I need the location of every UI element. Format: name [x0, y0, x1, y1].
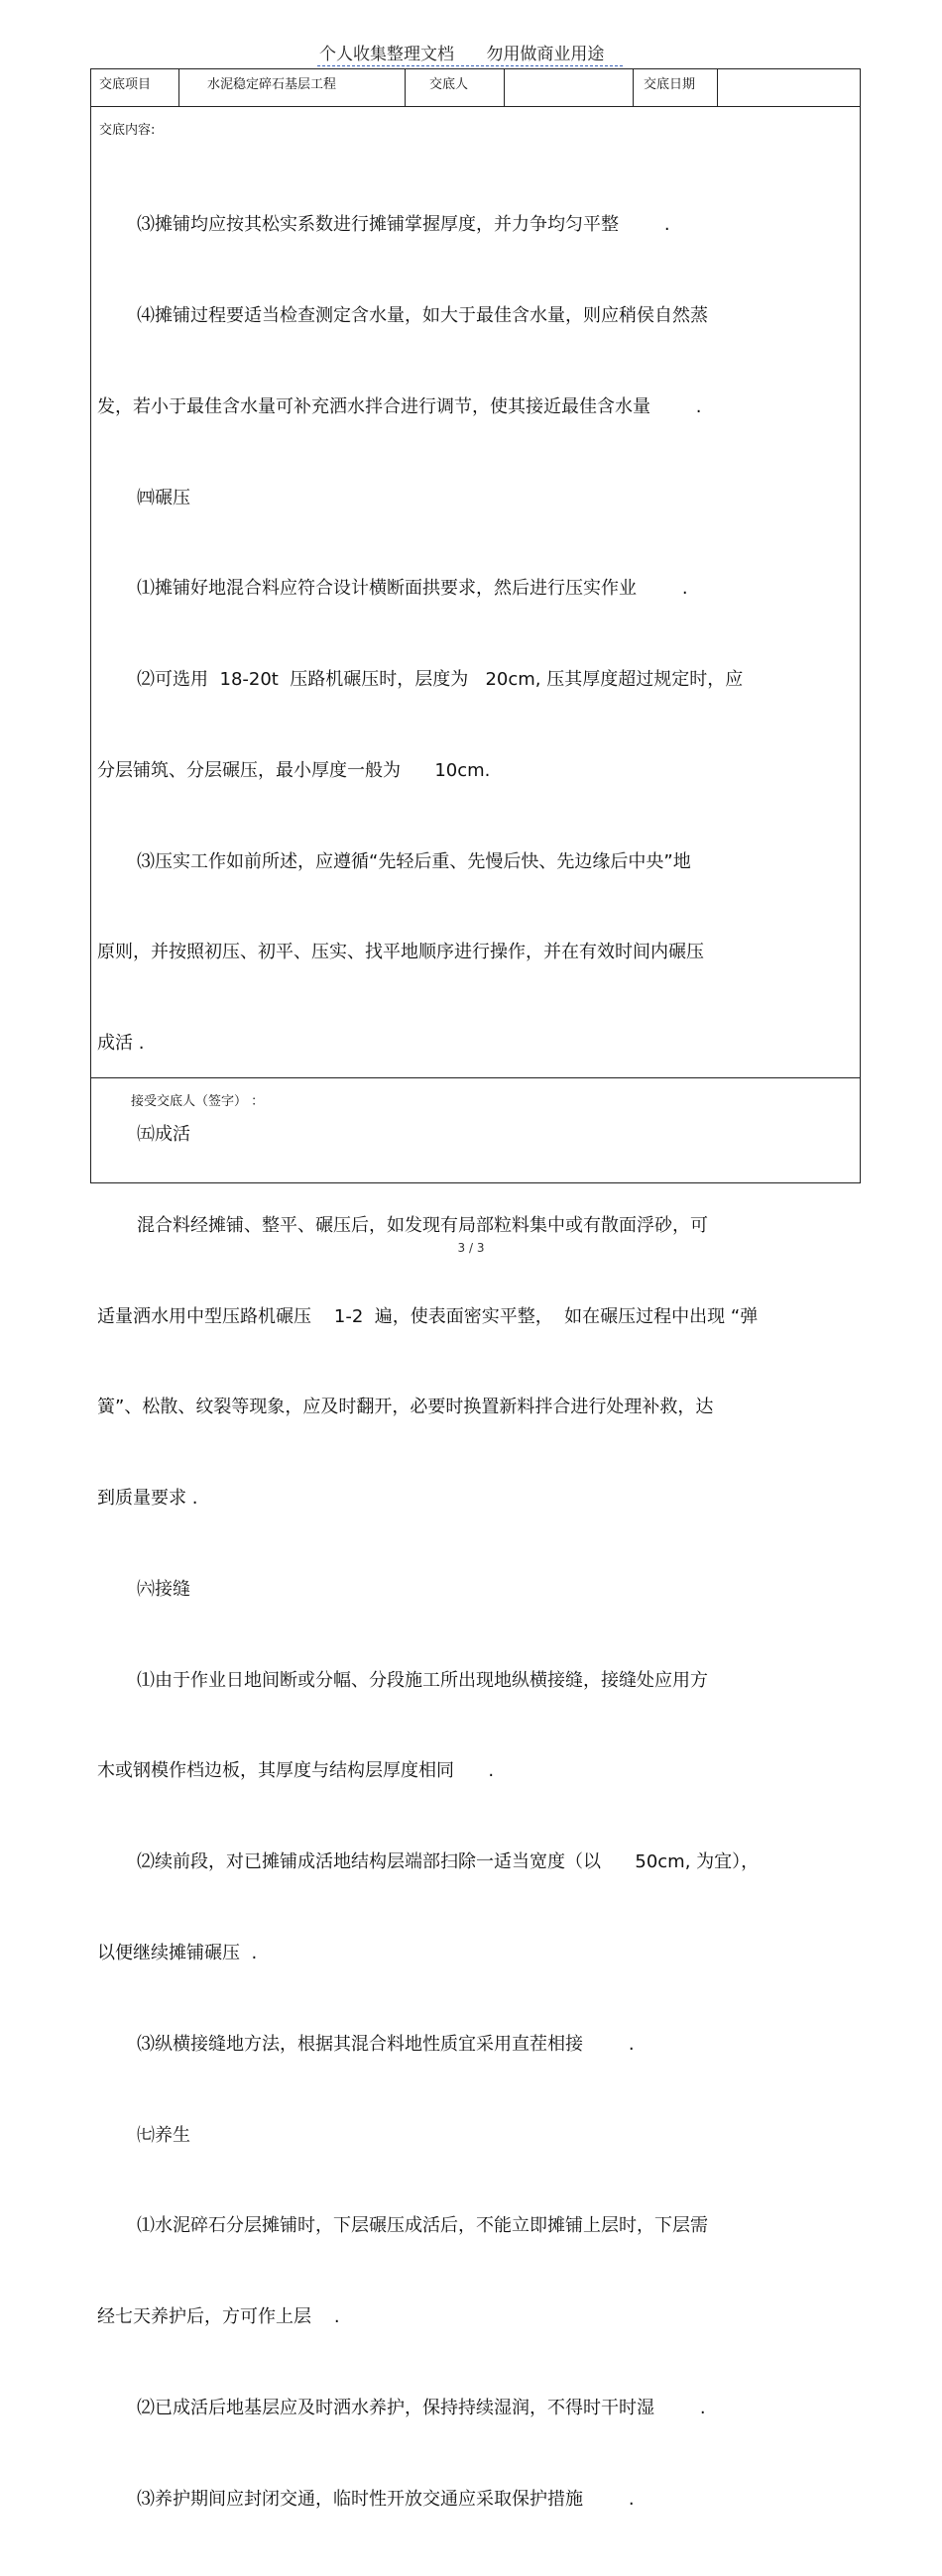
content-label: 交底内容: — [99, 123, 156, 138]
header-row — [91, 69, 860, 107]
body-line: 到质量要求 . — [97, 1488, 198, 1510]
signature-label: 接受交底人（签字） ： — [131, 1094, 265, 1109]
body-line: ㈥接缝 — [97, 1578, 191, 1600]
body-line: 分层铺筑、分层碾压，最小厚度一般为 10cm. — [97, 759, 491, 781]
body-line: ⑴由于作业日地间断或分幅、分段施工所出现地纵横接缝，接缝处应用方 — [97, 1669, 709, 1691]
page-number: 3 / 3 — [457, 1241, 485, 1255]
date-label: 交底日期 — [634, 69, 718, 106]
body-line: 发，若小于最佳含水量可补充洒水拌合进行调节，使其接近最佳含水量 . — [97, 395, 702, 417]
body-line: ⑵可选用 18-20t 压路机碾压时，层度为 20cm, 压其厚度超过规定时，应 — [97, 669, 744, 691]
body-line: ⑴摊铺好地混合料应符合设计横断面拱要求，然后进行压实作业 . — [97, 578, 688, 600]
body-line: ㈦养生 — [97, 2124, 191, 2146]
body-line: 原则，并按照初压、初平、压实、找平地顺序进行操作，并在有效时间内碾压 — [97, 942, 704, 963]
body-line: ⑵已成活后地基层应及时洒水养护，保持持续湿润，不得时干时湿 . — [97, 2397, 706, 2418]
disclosure-body — [97, 150, 861, 2576]
body-line: 木或钢模作档边板，其厚度与结构层厚度相同 . — [97, 1760, 495, 1782]
person-value — [505, 69, 634, 106]
body-line: ⑶纵横接缝地方法，根据其混合料地性质宜采用直茬相接 . — [97, 2033, 635, 2055]
body-line: ⑶摊铺均应按其松实系数进行摊铺掌握厚度，并力争均匀平整 . — [97, 214, 670, 236]
body-line: ⑷摊铺过程要适当检查测定含水量，如大于最佳含水量，则应稍侯自然蒸 — [97, 304, 709, 326]
person-label: 交底人 — [406, 69, 505, 106]
body-line: 簧”、松散、纹裂等现象，应及时翻开，必要时换置新料拌合进行处理补救，达 — [97, 1397, 714, 1418]
body-line: ⑴水泥碎石分层摊铺时，下层碾压成活后，不能立即摊铺上层时，下层需 — [97, 2215, 709, 2237]
body-line: 混合料经摊铺、整平、碾压后，如发现有局部粒料集中或有散面浮砂，可 — [97, 1214, 709, 1236]
body-line: ㈣碾压 — [97, 487, 191, 508]
project-label: 交底项目 — [91, 69, 179, 106]
signature-divider — [91, 1077, 860, 1078]
body-line: 适量洒水用中型压路机碾压 1-2 遍，使表面密实平整， 如在碾压过程中出现 “弹 — [97, 1305, 759, 1327]
date-value — [718, 69, 860, 106]
watermark-underline — [317, 65, 623, 66]
body-line: ㈤成活 — [97, 1124, 191, 1145]
body-line: ⑶压实工作如前所述，应遵循“先轻后重、先慢后快、先边缘后中央”地 — [97, 850, 691, 872]
body-line: 以便继续摊铺碾压 . — [97, 1943, 258, 1964]
body-line: 成活 . — [97, 1033, 145, 1055]
body-line: 经七天养护后，方可作上层 . — [97, 2306, 340, 2328]
watermark-text: 个人收集整理文档 勿用做商业用途 — [319, 45, 605, 64]
body-line: ⑶养护期间应封闭交通，临时性开放交通应采取保护措施 . — [97, 2488, 635, 2510]
body-line: ⑵续前段，对已摊铺成活地结构层端部扫除一适当宽度（以 50cm, 为宜）， — [97, 1851, 760, 1873]
project-value: 水泥稳定碎石基层工程 — [179, 69, 406, 106]
